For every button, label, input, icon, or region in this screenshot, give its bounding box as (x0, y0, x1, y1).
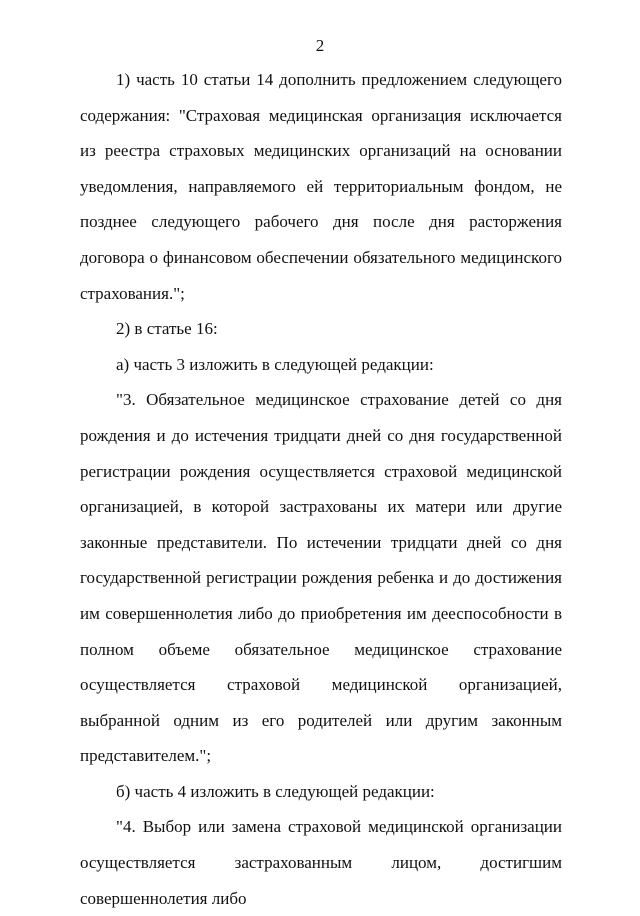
paragraph-amend-article-14: 1) часть 10 статьи 14 дополнить предложением следующего содержания: "Страховая медицинская организация исключается из реестра страховых медицинских организаций на основании уведомления, направляемого ей территориальным фондом, не позднее следующего рабочего дня после дня расторжения договора о финансовом обеспечении обязательного медицинского страхования."; (80, 70, 562, 303)
paragraph-article-16-heading: 2) в статье 16: (116, 319, 218, 339)
document-body (80, 62, 562, 916)
paragraph-part-4-text: "4. Выбор или замена страховой медицинской организации осуществляется застрахованным лицом, достигшим совершеннолетия либо (80, 817, 562, 908)
paragraph-part-3-intro: а) часть 3 изложить в следующей редакции: (116, 354, 434, 374)
paragraph-part-3-text: "3. Обязательное медицинское страхование детей со дня рождения и до истечения тридцати дней со дня государственной регистрации рождения осуществляется страховой медицинской организацией, в которой застрахованы их матери или другие законные представители. По истечении тридцати дней со дня государственной регистрации рождения ребенка и до достижения им совершеннолетия либо до приобретения им дееспособности в полном объеме обязательное медицинское страхование осуществляется страховой медицинской организацией, выбранной одним из его родителей или другим законным представителем."; (80, 390, 562, 766)
paragraph-part-4-intro: б) часть 4 изложить в следующей редакции: (116, 781, 435, 801)
page-number: 2 (315, 36, 325, 55)
